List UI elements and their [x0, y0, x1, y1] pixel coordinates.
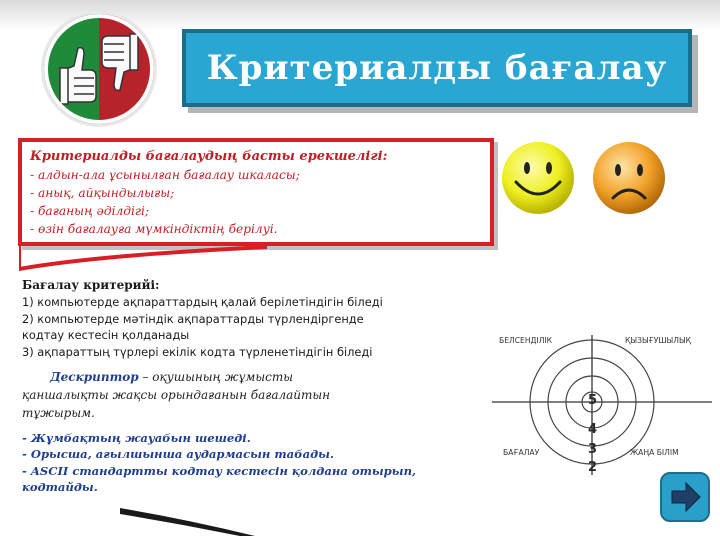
ring-number: 5	[588, 393, 598, 408]
task-item: - Жұмбақтың жауабын шешеді.	[22, 431, 251, 445]
features-heading: Критериалды бағалаудың басты ерекшелігі:	[30, 149, 388, 164]
target-label-interest: ҚЫЗЫҒУШЫЛЫҚ	[625, 336, 692, 345]
page-title: Критериалды бағалау	[206, 48, 668, 88]
descriptor-text: қаншалықты жақсы орындағанын бағалайтын	[22, 388, 331, 402]
criteria-item: 2) компьютерде мәтіндік ақпараттарды түрлендіргенде	[22, 311, 364, 326]
target-diagram	[492, 325, 712, 485]
features-item: - өзін бағалауға мүмкіндіктің берілуі.	[30, 222, 278, 236]
task-item: - Орысша, ағылшынша аудармасын табады.	[22, 447, 334, 462]
task-item: кодтайды.	[22, 480, 98, 495]
ring-number: 4	[588, 422, 598, 437]
ring-number: 2	[588, 460, 598, 475]
thumbs-up-down-icon	[44, 14, 154, 124]
target-label-activity: БЕЛСЕНДІЛІК	[499, 336, 553, 345]
task-item: - ASCII стандартты кодтау кестесін қолдана отырып,	[22, 463, 417, 478]
arrow-right-icon	[660, 472, 710, 522]
descriptor-term: Дескриптор	[50, 370, 139, 384]
target-label-assessment: БАҒАЛАУ	[503, 448, 540, 457]
features-item: - анық, айқындылығы;	[30, 186, 175, 200]
criteria-title: Бағалау критерийі:	[22, 278, 160, 292]
next-button[interactable]	[660, 472, 710, 522]
descriptor-text: – оқушының жұмысты	[138, 370, 294, 384]
tasks-list	[22, 430, 492, 496]
title-banner	[182, 29, 692, 107]
criteria-item: 3) ақпараттың түрлері екілік кодта түрленетіндігін біледі	[22, 345, 373, 360]
features-callout	[18, 138, 494, 246]
happy-smiley-icon	[500, 140, 576, 220]
callout-tail	[19, 245, 269, 275]
descriptor-block	[22, 368, 382, 422]
sad-smiley-icon	[589, 140, 669, 220]
features-item: - бағаның әділдігі;	[30, 204, 150, 218]
criteria-block	[22, 277, 472, 361]
criteria-item: кодтау кестесін қолданады	[22, 328, 190, 343]
target-label-new-knowledge: ЖАҢА БІЛІМ	[630, 448, 679, 457]
criteria-item: 1) компьютерде ақпараттардың қалай берілетіндігін біледі	[22, 294, 383, 309]
decorative-sweep	[120, 500, 260, 540]
ring-number: 3	[588, 442, 598, 457]
features-item: - алдын-ала ұсынылған бағалау шкаласы;	[30, 168, 300, 182]
descriptor-text: тұжырым.	[22, 406, 95, 420]
